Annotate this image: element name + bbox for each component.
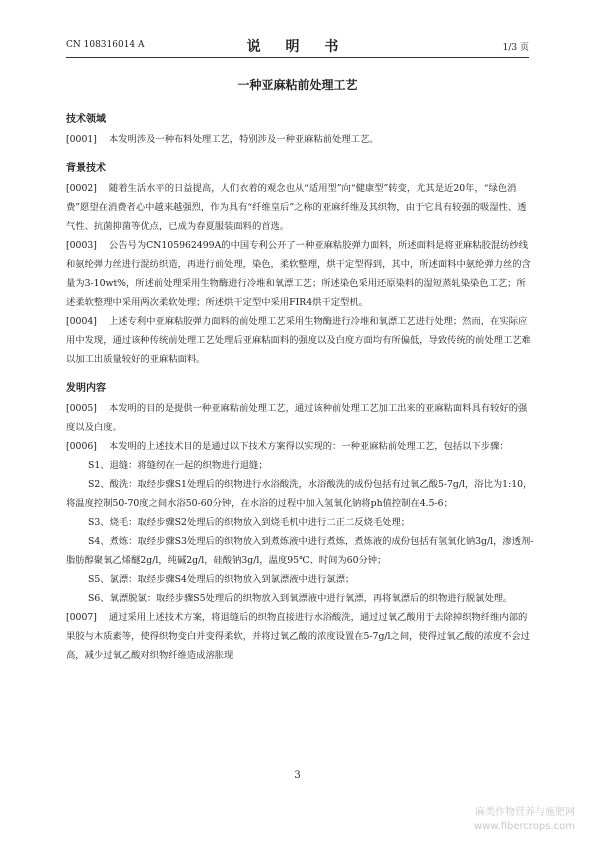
paragraph-number: [0004]	[66, 316, 97, 327]
process-step: S2、酸洗：取经步骤S1处理后的织物进行水浴酸洗，水浴酸洗的成份包括有过氧乙酸5-7g/l，浴比为1:10，将温度控制50-70度之间水浴50-60分钟，在水浴的过程中加入氢氧化钠将ph值控制在4.5-6；	[66, 479, 533, 509]
paragraph-number: [0006]	[66, 441, 97, 452]
process-step: S5、氯漂：取经步骤S4处理后的织物放入到氯漂液中进行氯漂；	[88, 574, 355, 585]
section-heading: 技术领域	[66, 114, 106, 125]
paragraph-text: 随着生活水平的日益提高，人们衣着的观念也从“适用型”向“健康型”转变，尤其是近20年，“绿色消费”愿望在消费者心中越来越强烈，作为具有“纤维皇后”之称的亚麻纤维及其织物，由于它具有较强的吸湿性、透气性、抗菌抑菌等优点，已成为春夏服装面料的首选。	[66, 183, 527, 232]
watermark	[474, 806, 575, 834]
process-step: S6、氧漂脱氯：取经步骤S5处理后的织物放入到氧漂液中进行氧漂，再将氧漂后的织物进行脱氯处理。	[88, 593, 513, 604]
doc-number: CN 108316014 A	[66, 40, 145, 50]
paragraph	[66, 399, 534, 437]
paragraph-number: [0005]	[66, 403, 97, 414]
paragraph-text: 本发明的目的是提供一种亚麻粘前处理工艺，通过该种前处理工艺加工出来的亚麻粘面料具有较好的强度以及白度。	[66, 403, 528, 433]
watermark-url: www.fibercrops.com	[473, 821, 575, 832]
section-heading: 背景技术	[66, 163, 106, 174]
watermark-line: 麻类作物营养与施肥网	[475, 807, 575, 818]
paragraph	[66, 236, 534, 312]
document-title: 一种亚麻粘前处理工艺	[237, 78, 358, 92]
paragraph-text: 上述专利中亚麻粘胶弹力面料的前处理工艺采用生物酶进行冷堆和氧漂工艺进行处理；然而，在实际应用中发现，通过该种传统前处理工艺处理后亚麻粘面料的强度以及白度方面均有所偏低，导致传统的前处理工艺难以加工出质量较好的亚麻粘面料。	[66, 316, 531, 365]
paragraph-number: [0002]	[66, 183, 97, 194]
page-number: 3	[294, 770, 301, 781]
page-header	[66, 36, 529, 54]
section-heading: 发明内容	[66, 383, 106, 394]
paragraph-text: 通过采用上述技术方案，将退缝后的织物直接进行水浴酸洗，通过过氧乙酸用于去除掉织物纤维内部的果胶与木质素等，使得织物变白并变得柔软，并将过氧乙酸的浓度设置在5-7g/l之间，使得过氧乙酸的浓度不会过高，减少过氧乙酸对织物纤维造成溶胀现	[66, 612, 530, 661]
process-step: S4、煮炼：取经步骤S3处理后的织物放入到煮炼液中进行煮炼，煮炼液的成份包括有氢氧化钠3g/l，渗透剂-脂肪醇聚氧乙烯醚2g/l，纯碱2g/l，硅酸钠3g/l，温度95℃、时间为60分钟；	[66, 536, 534, 566]
paragraph-text: 本发明的上述技术目的是通过以下技术方案得以实现的：一种亚麻粘前处理工艺，包括以下步骤：	[108, 441, 509, 452]
header-rule	[66, 57, 529, 58]
paragraph	[66, 312, 534, 369]
page-indicator: 1/3 页	[502, 43, 529, 53]
paragraph-text: 公告号为CN105962499A的中国专利公开了一种亚麻粘胶弹力面料，所述面料是将亚麻粘胶混纺纱线和氨纶弹力丝进行混纺织造，再进行前处理，染色，柔软整理，烘干定型得到，其中，所述面料中氨纶弹力丝的含量为3-10wt%，所述前处理采用生物酶进行冷堆和氧漂工艺；所述染色采用还原染料的湿短蒸轧染染色工艺；所述柔软整理中采用两次柔软处理；所述烘干定型中采用FIR4烘干定型机。	[66, 240, 531, 308]
header-title: 说 明 书	[246, 39, 349, 55]
paragraph	[66, 130, 534, 149]
paragraph-text: 本发明涉及一种布料处理工艺，特别涉及一种亚麻粘前处理工艺。	[108, 134, 379, 145]
paragraph	[66, 608, 534, 665]
paragraph	[66, 179, 534, 236]
process-step: S3、烧毛：取经步骤S2处理后的织物放入到烧毛机中进行二正二反烧毛处理；	[88, 517, 411, 528]
process-step: S1、退缝：将缝纫在一起的织物进行退缝；	[88, 460, 268, 471]
paragraph-number: [0007]	[66, 612, 97, 623]
paragraph-number: [0003]	[66, 240, 97, 251]
paragraph-number: [0001]	[66, 134, 97, 145]
document-body	[66, 106, 534, 665]
paragraph	[66, 437, 534, 456]
